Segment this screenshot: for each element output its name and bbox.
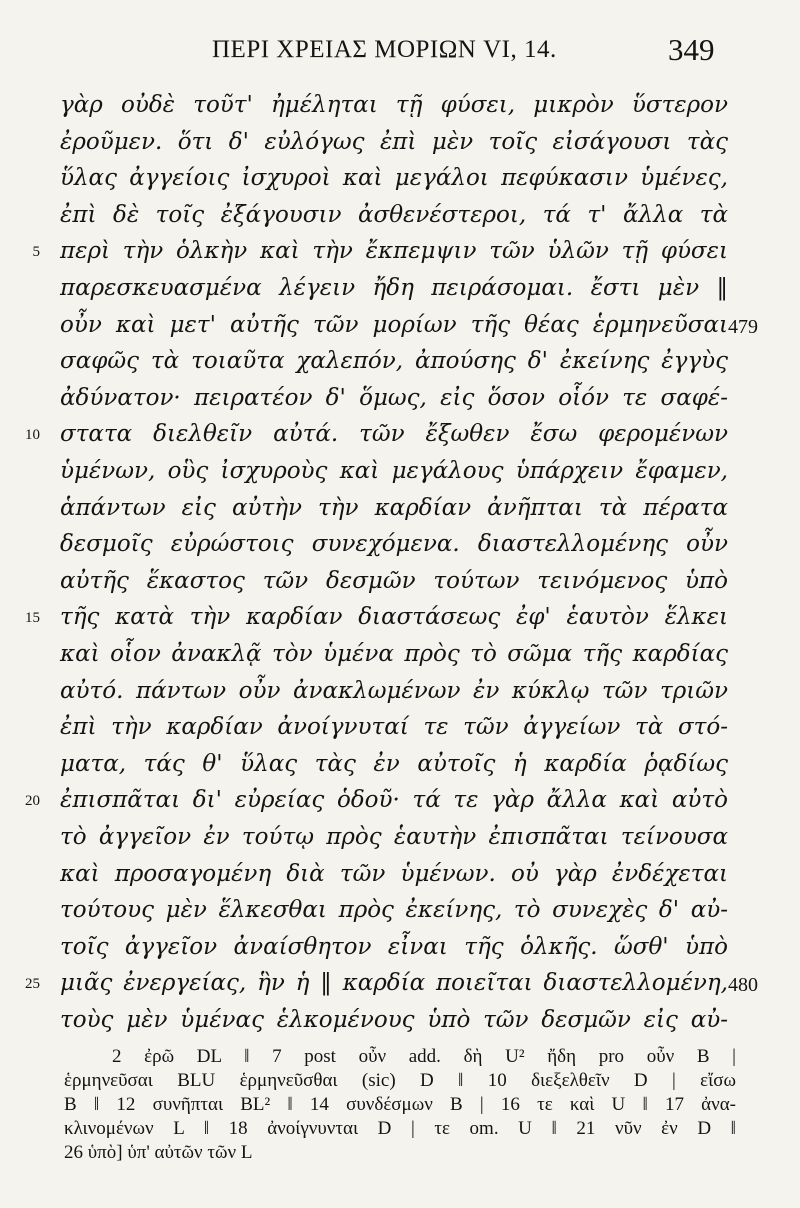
apparatus-line: 26 ὑπὸ] ὑπ' αὐτῶν τῶν L bbox=[64, 1142, 253, 1163]
page-number: 349 bbox=[668, 32, 715, 67]
text-line bbox=[0, 562, 800, 602]
line-text: τοὺς μὲν ὑμένας ἑλκομένους ὑπὸ τῶν δεσμῶν εἰς αὐ- bbox=[60, 1007, 728, 1033]
text-line bbox=[0, 928, 800, 968]
text-line bbox=[0, 379, 800, 419]
line-text: αὐτό. πάντων οὖν ἀνακλωμένων ἐν κύκλῳ τῶν τριῶν bbox=[60, 677, 728, 704]
text-line bbox=[0, 672, 800, 712]
line-number: 25 bbox=[25, 976, 40, 993]
text-line bbox=[0, 525, 800, 565]
line-text: τῆς κατὰ τὴν καρδίαν διαστάσεως ἐφ' ἑαυτὸν ἕλκει bbox=[60, 604, 728, 631]
line-text: καὶ προσαγομένη διὰ τῶν ὑμένων. οὐ γὰρ ἐνδέχεται bbox=[60, 860, 728, 887]
line-text: ὕλας ἀγγείοις ἰσχυροὶ καὶ μεγάλοι πεφύκασιν ὑμένες, bbox=[60, 165, 728, 192]
text-line bbox=[0, 342, 800, 382]
page-header bbox=[0, 32, 800, 72]
line-text: οὖν καὶ μετ' αὐτῆς τῶν μορίων τῆς θέας ἑρμηνεῦσαι bbox=[60, 311, 728, 338]
line-text: περὶ τὴν ὁλκὴν καὶ τὴν ἔκπεμψιν τῶν ὑλῶν τῇ φύσει bbox=[60, 238, 728, 265]
line-text: ἁπάντων εἰς αὐτὴν τὴν καρδίαν ἀνῆπται τὰ πέρατα bbox=[60, 494, 728, 521]
apparatus-line: 2 ἐρῶ DL ‖ 7 post οὖν add. δὴ U² ἤδη pro οὖν B | bbox=[112, 1046, 736, 1067]
text-line bbox=[0, 891, 800, 931]
running-head: ΠΕΡΙ ΧΡΕΙΑΣ ΜΟΡΙΩΝ VI, 14. bbox=[212, 36, 557, 63]
line-text: δεσμοῖς εὐρώστοις συνεχόμενα. διαστελλομένης οὖν bbox=[60, 531, 728, 558]
text-line bbox=[0, 964, 800, 1004]
text-line bbox=[0, 269, 800, 309]
text-line bbox=[0, 855, 800, 895]
text-line bbox=[0, 1001, 800, 1041]
line-text: ἐπισπᾶται δι' εὐρείας ὁδοῦ· τά τε γὰρ ἄλλα καὶ αὐτὸ bbox=[60, 787, 728, 814]
line-text: καὶ οἷον ἀνακλᾷ τὸν ὑμένα πρὸς τὸ σῶμα τῆς καρδίας bbox=[60, 641, 728, 667]
line-text: σαφῶς τὰ τοιαῦτα χαλεπόν, ἀπούσης δ' ἐκείνης ἐγγὺς bbox=[60, 348, 728, 375]
text-line bbox=[0, 745, 800, 785]
line-text: ἐπὶ δὲ τοῖς ἐξάγουσιν ἀσθενέστεροι, τά τ' ἄλλα τὰ bbox=[60, 201, 728, 228]
apparatus-line: κλινομένων L ‖ 18 ἀνοίγνυνται D | τε om. U ‖ 21 νῦν ἐν D ‖ bbox=[64, 1118, 736, 1139]
line-text: ἀδύνατον· πειρατέον δ' ὅμως, εἰς ὅσον οἷόν τε σαφέ- bbox=[60, 384, 728, 411]
text-line bbox=[0, 452, 800, 492]
margin-page-ref: 479 bbox=[728, 315, 758, 338]
line-number: 15 bbox=[25, 610, 40, 627]
line-text: αὐτῆς ἕκαστος τῶν δεσμῶν τούτων τεινόμενος ὑπὸ bbox=[60, 567, 728, 594]
text-line bbox=[0, 86, 800, 126]
line-text: παρεσκευασμένα λέγειν ἤδη πειράσομαι. ἔστι μὲν ‖ bbox=[60, 275, 728, 301]
text-line bbox=[0, 196, 800, 236]
text-line bbox=[0, 635, 800, 675]
apparatus-line: B ‖ 12 συνῆπται BL² ‖ 14 συνδέσμων B | 16 τε καὶ U ‖ 17 ἀνα- bbox=[64, 1094, 736, 1115]
text-line bbox=[0, 306, 800, 346]
line-text: ἐροῦμεν. ὅτι δ' εὐλόγως ἐπὶ μὲν τοῖς εἰσάγουσι τὰς bbox=[60, 128, 728, 155]
text-line bbox=[0, 232, 800, 272]
line-text: γὰρ οὐδὲ τοῦτ' ἠμέληται τῇ φύσει, μικρὸν ὕστερον bbox=[60, 92, 728, 118]
text-line bbox=[0, 818, 800, 858]
line-text: ἐπὶ τὴν καρδίαν ἀνοίγνυταί τε τῶν ἀγγείων τὰ στό- bbox=[60, 714, 728, 741]
critical-apparatus bbox=[64, 1045, 736, 1165]
line-text: ματα, τάς θ' ὕλας τὰς ἐν αὐτοῖς ἡ καρδία ῥᾳδίως bbox=[60, 750, 728, 777]
line-text: στατα διελθεῖν αὐτά. τῶν ἔξωθεν ἔσω φερομένων bbox=[60, 421, 728, 448]
text-line bbox=[0, 781, 800, 821]
text-line bbox=[0, 159, 800, 199]
line-text: τὸ ἀγγεῖον ἐν τούτῳ πρὸς ἑαυτὴν ἐπισπᾶται τείνουσα bbox=[60, 824, 728, 850]
line-text: μιᾶς ἐνεργείας, ἣν ἡ ‖ καρδία ποιεῖται διαστελλομένη, bbox=[60, 970, 728, 997]
text-line bbox=[0, 708, 800, 748]
line-text: τοῖς ἀγγεῖον ἀναίσθητον εἶναι τῆς ὁλκῆς. ὥσθ' ὑπὸ bbox=[60, 933, 728, 960]
text-line bbox=[0, 123, 800, 163]
text-line bbox=[0, 415, 800, 455]
line-number: 5 bbox=[32, 244, 40, 261]
text-line bbox=[0, 598, 800, 638]
line-text: τούτους μὲν ἕλκεσθαι πρὸς ἐκείνης, τὸ συνεχὲς δ' αὐ- bbox=[60, 897, 728, 924]
apparatus-line: ἑρμηνεῦσαι BLU ἑρμηνεῦσθαι (sic) D ‖ 10 διεξελθεῖν D | εἴσω bbox=[64, 1070, 736, 1091]
margin-page-ref: 480 bbox=[728, 974, 758, 997]
line-text: ὑμένων, οὓς ἰσχυροὺς καὶ μεγάλους ὑπάρχειν ἔφαμεν, bbox=[60, 458, 728, 484]
line-number: 10 bbox=[25, 427, 40, 444]
line-number: 20 bbox=[25, 793, 40, 810]
text-line bbox=[0, 489, 800, 529]
